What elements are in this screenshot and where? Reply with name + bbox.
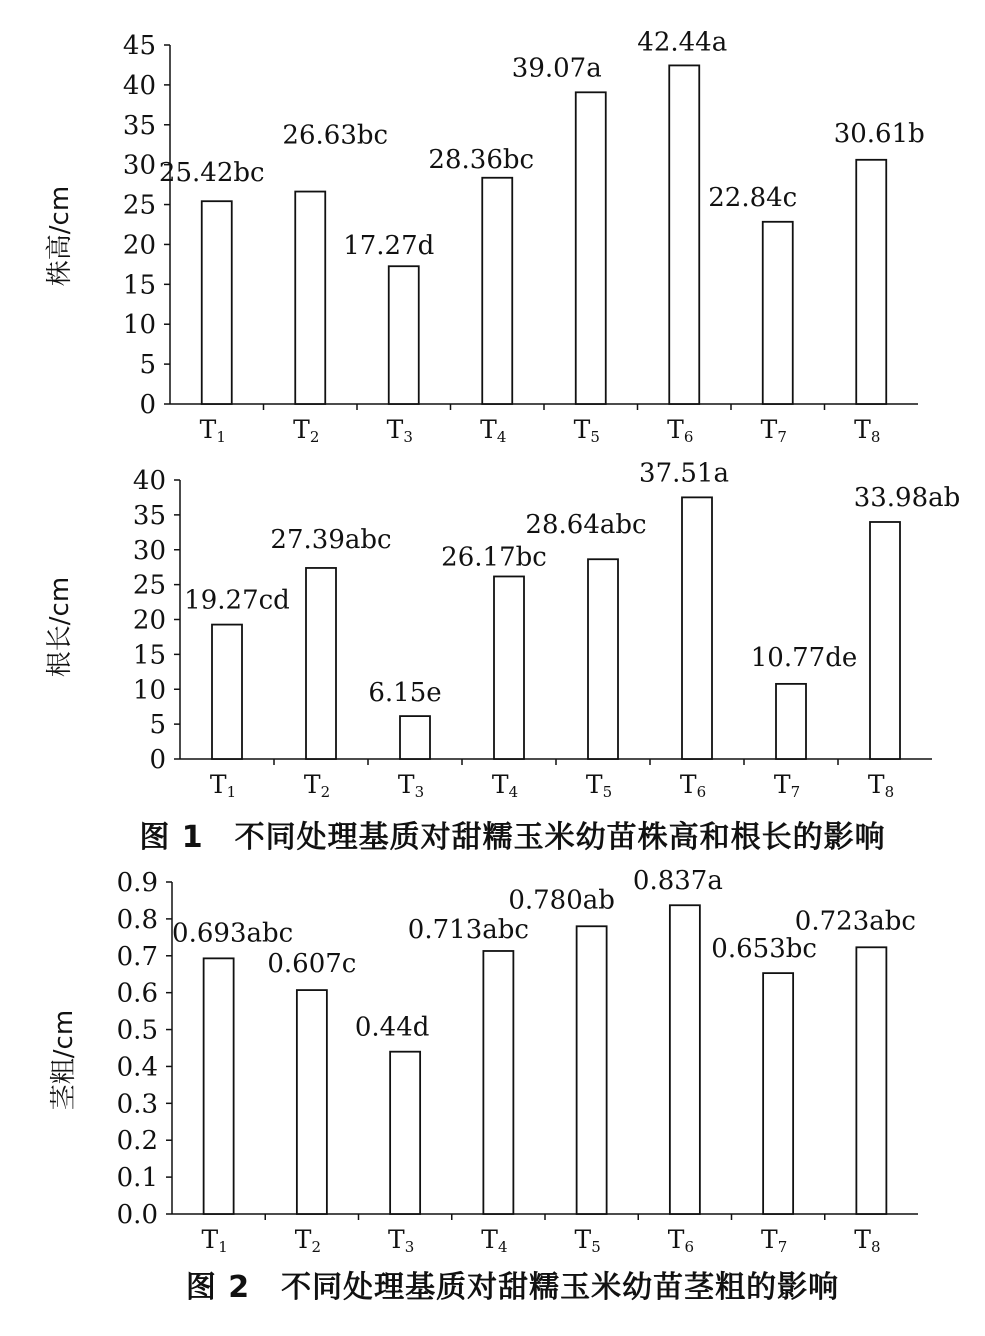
x-tick-label-subscript: 7 [777, 1238, 788, 1256]
y-tick-label: 0.5 [116, 1015, 158, 1046]
x-tick-label: T7 [773, 770, 801, 801]
data-label: 10.77de [750, 642, 858, 673]
bar [295, 192, 325, 404]
bar [682, 497, 712, 759]
data-label: 39.07a [511, 53, 602, 84]
x-tick-label-subscript: 7 [790, 783, 801, 801]
chart-stem-diameter [49, 866, 918, 1256]
data-label: 19.27cd [184, 585, 290, 616]
data-label: 22.84c [708, 182, 798, 213]
y-tick-label: 45 [122, 31, 156, 61]
x-tick-label: T6 [667, 415, 694, 446]
y-tick-label: 0.2 [116, 1126, 158, 1157]
y-tick-label: 40 [122, 70, 156, 101]
data-label: 25.42bc [158, 158, 265, 189]
x-tick-label-subscript: 8 [870, 1238, 881, 1256]
x-tick-label-subscript: 6 [683, 428, 694, 446]
y-tick-label: 0.3 [116, 1089, 158, 1120]
bar [670, 905, 700, 1214]
x-tick-label: T8 [854, 415, 881, 446]
y-tick-label: 0 [149, 745, 166, 775]
bar [400, 716, 430, 759]
x-tick-label: T3 [397, 770, 425, 801]
bar [482, 178, 512, 404]
bar [577, 926, 607, 1214]
bar [297, 990, 327, 1214]
x-tick-label: T2 [293, 415, 320, 446]
figure-2-caption: 图 2 不同处理基质对甜糯玉米幼苗茎粗的影响 [185, 1270, 840, 1305]
y-tick-label: 30 [122, 150, 156, 181]
x-tick-label: T8 [854, 1225, 881, 1256]
data-label: 17.27d [343, 231, 435, 262]
x-tick-label: T8 [867, 770, 895, 801]
data-label: 26.17bc [441, 542, 547, 573]
x-tick-label: T3 [386, 415, 413, 446]
bar [494, 576, 524, 759]
x-tick-label-subscript: 2 [320, 783, 331, 801]
x-tick-label: T2 [294, 1225, 321, 1256]
data-label: 0.713abc [407, 914, 529, 945]
data-label: 27.39abc [270, 524, 392, 555]
chart-plant-height [45, 27, 925, 446]
bar [776, 684, 806, 759]
chart-root-length [45, 458, 960, 801]
x-tick-label: T1 [199, 415, 226, 446]
x-tick-label: T3 [388, 1225, 415, 1256]
y-tick-label: 35 [122, 110, 156, 141]
data-label: 30.61b [833, 118, 925, 149]
x-tick-label: T7 [761, 1225, 788, 1256]
data-label: 0.837a [632, 866, 723, 897]
figure-1-caption: 图 1 不同处理基质对甜糯玉米幼苗株高和根长的影响 [139, 820, 886, 855]
x-tick-label: T5 [573, 415, 600, 446]
x-tick-label-subscript: 5 [591, 1238, 601, 1256]
y-tick-label: 20 [132, 605, 166, 636]
bar [576, 92, 606, 404]
y-axis-label: 根长/cm [45, 576, 75, 678]
y-tick-label: 40 [132, 466, 166, 496]
data-label: 28.64abc [525, 510, 647, 541]
y-tick-label: 25 [122, 190, 156, 221]
x-tick-label-subscript: 3 [414, 783, 425, 801]
data-label: 0.693abc [172, 918, 294, 949]
y-tick-label: 15 [122, 270, 156, 301]
data-label: 37.51a [639, 458, 729, 489]
data-label: 0.653bc [711, 934, 817, 965]
y-tick-label: 25 [132, 570, 166, 601]
x-tick-label: T6 [667, 1225, 694, 1256]
x-tick-label-subscript: 8 [870, 428, 881, 446]
y-tick-label: 10 [122, 310, 156, 341]
y-tick-label: 20 [122, 230, 156, 261]
x-tick-label: T7 [760, 415, 787, 446]
x-tick-label-subscript: 1 [216, 428, 226, 446]
y-tick-label: 15 [132, 640, 166, 671]
y-tick-label: 0.9 [116, 868, 158, 898]
x-tick-label-subscript: 2 [309, 428, 320, 446]
x-tick-label-subscript: 4 [508, 783, 519, 801]
bar [856, 160, 886, 404]
bar [390, 1052, 420, 1214]
x-tick-label: T5 [585, 770, 613, 801]
data-label: 42.44a [637, 27, 728, 58]
x-tick-label-subscript: 4 [497, 1238, 508, 1256]
data-label: 28.36bc [428, 144, 535, 175]
y-tick-label: 0.6 [116, 978, 158, 1009]
x-tick-label-subscript: 2 [311, 1238, 321, 1256]
y-tick-label: 35 [132, 500, 166, 531]
x-tick-label: T6 [679, 770, 707, 801]
bar [389, 266, 419, 404]
y-tick-label: 30 [132, 535, 166, 566]
x-tick-label: T1 [201, 1225, 228, 1256]
bar [202, 201, 232, 404]
x-tick-label-subscript: 7 [777, 428, 787, 446]
data-label: 6.15e [368, 678, 442, 709]
y-tick-label: 0.7 [116, 941, 158, 972]
x-tick-label-subscript: 5 [602, 783, 613, 801]
y-tick-label: 5 [149, 710, 166, 741]
x-tick-label: T1 [209, 770, 237, 801]
y-tick-label: 5 [139, 350, 156, 381]
y-tick-label: 0.4 [116, 1052, 158, 1083]
x-tick-label-subscript: 4 [496, 428, 507, 446]
data-label: 26.63bc [282, 120, 389, 151]
x-tick-label-subscript: 5 [590, 428, 600, 446]
x-tick-label-subscript: 1 [226, 783, 237, 801]
x-tick-label: T4 [480, 415, 507, 446]
x-tick-label-subscript: 6 [696, 783, 707, 801]
y-axis-label: 茎粗/cm [49, 1009, 79, 1111]
bar [870, 522, 900, 759]
x-tick-label: T5 [574, 1225, 601, 1256]
bar [483, 951, 513, 1214]
x-tick-label-subscript: 6 [684, 1238, 694, 1256]
data-label: 0.44d [354, 1012, 430, 1043]
bar [588, 559, 618, 759]
y-tick-label: 0.8 [116, 904, 158, 935]
bar [669, 65, 699, 404]
data-label: 0.607c [267, 949, 357, 980]
bar [212, 625, 242, 759]
bar [856, 947, 886, 1214]
bar [204, 958, 234, 1214]
data-label: 33.98ab [853, 482, 961, 513]
bar [763, 222, 793, 404]
x-tick-label-subscript: 8 [884, 783, 895, 801]
y-tick-label: 0 [139, 390, 156, 420]
x-tick-label-subscript: 1 [218, 1238, 228, 1256]
y-tick-label: 0.1 [116, 1163, 158, 1194]
x-tick-label: T2 [303, 770, 331, 801]
x-tick-label-subscript: 3 [403, 428, 413, 446]
data-label: 0.723abc [794, 906, 916, 937]
y-tick-label: 0.0 [116, 1200, 158, 1230]
y-axis-label: 株高/cm [45, 185, 75, 287]
x-tick-label: T4 [491, 770, 519, 801]
data-label: 0.780ab [508, 885, 615, 916]
bar [763, 973, 793, 1214]
y-tick-label: 10 [132, 675, 166, 706]
x-tick-label: T4 [481, 1225, 508, 1256]
bar [306, 568, 336, 759]
x-tick-label-subscript: 3 [404, 1238, 415, 1256]
